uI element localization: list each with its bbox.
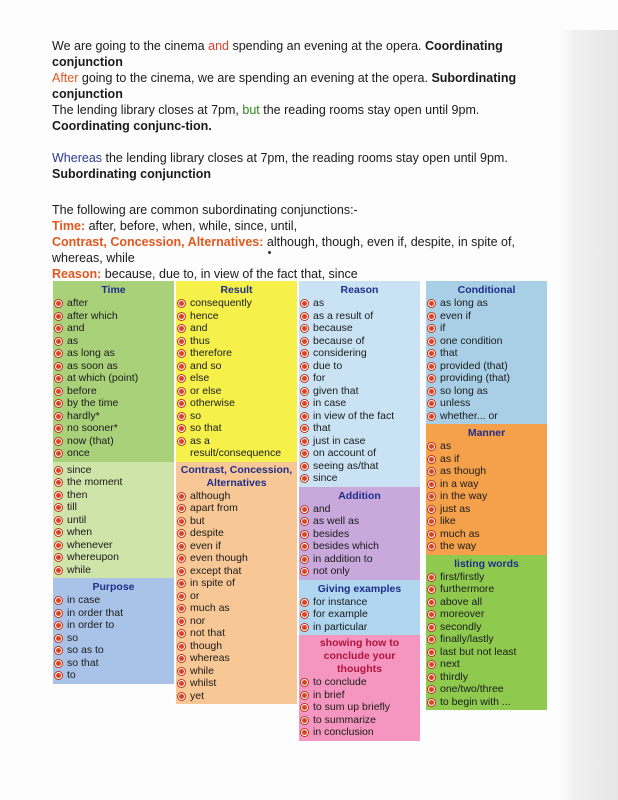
section-title: Time xyxy=(101,284,126,296)
list-item: as though xyxy=(426,465,547,478)
list-item: whereupon xyxy=(53,551,174,564)
text: The lending library closes at 7pm, xyxy=(52,103,243,117)
list-item: so xyxy=(53,632,174,645)
contrast-line xyxy=(52,234,552,266)
list-item: for instance xyxy=(299,596,420,609)
section-addition xyxy=(299,487,420,580)
section-title: Giving examples xyxy=(317,582,402,595)
section-giving-examples xyxy=(299,580,420,636)
list-item: the moment xyxy=(53,476,174,489)
list-item: to conclude xyxy=(299,676,420,689)
list-item: otherwise xyxy=(176,397,297,410)
list-item: on account of xyxy=(299,447,420,460)
list-item: in conclusion xyxy=(299,726,420,739)
list-item: as a result/consequence xyxy=(176,435,270,460)
list-item: after xyxy=(53,297,174,310)
list-item: next xyxy=(426,658,547,671)
list-item: and xyxy=(53,322,174,335)
list-item: for example xyxy=(299,608,420,621)
list-item: secondly xyxy=(426,621,547,634)
section-result xyxy=(176,281,297,462)
list-item: provided (that) xyxy=(426,360,547,373)
time-list: after, before, when, while, since, until, xyxy=(85,219,298,233)
section-title: Contrast, Concession, Alternatives xyxy=(180,463,293,489)
intro-line: The following are common subordinating conjunctions:- xyxy=(52,203,358,217)
list-item: as xyxy=(426,440,547,453)
list-item: not that xyxy=(176,627,297,640)
list-item: just in case xyxy=(299,435,420,448)
list-item: in brief xyxy=(299,689,420,702)
list-item: above all xyxy=(426,596,547,609)
column-4 xyxy=(426,281,547,710)
list-item: as xyxy=(299,297,420,310)
list-item: although xyxy=(176,490,297,503)
list-item: in case xyxy=(53,594,174,607)
contrast-label: Contrast, Concession, Alternatives: xyxy=(52,235,264,249)
list-item: and so xyxy=(176,360,297,373)
list-item: but xyxy=(176,515,297,528)
list-item: till xyxy=(53,501,174,514)
example-subordinating-2 xyxy=(52,150,552,182)
keyword-after: After xyxy=(52,71,79,85)
section-title: Addition xyxy=(338,489,381,502)
list-item: for xyxy=(299,372,420,385)
list-item: therefore xyxy=(176,347,297,360)
example-subordinating-1 xyxy=(52,70,552,102)
section-time xyxy=(53,281,174,462)
keyword-and: and xyxy=(208,39,229,53)
list-item: in addition to xyxy=(299,553,420,566)
list-item: when xyxy=(53,526,174,539)
list-item: to sum up briefly xyxy=(299,701,420,714)
section-title: showing how to conclude your thoughts xyxy=(319,637,400,675)
text: spending an evening at the opera. xyxy=(228,39,425,53)
list-item: because of xyxy=(299,335,420,348)
list-item: even though xyxy=(176,552,297,565)
list-item: after which xyxy=(53,310,174,323)
list-item: and xyxy=(299,503,420,516)
list-item: in view of the fact xyxy=(299,410,420,423)
label-subordinating: Subordinating conjunction xyxy=(52,167,212,181)
list-item: in case xyxy=(299,397,420,410)
list-item: since xyxy=(299,472,420,485)
section-title: Conditional xyxy=(457,284,516,296)
list-item: apart from xyxy=(176,502,297,515)
section-reason xyxy=(299,281,420,487)
keyword-whereas: Whereas xyxy=(52,151,103,165)
reason-label: Reason: xyxy=(52,267,102,281)
list-item: thus xyxy=(176,335,297,348)
list-item: before xyxy=(53,385,174,398)
list-item: hence xyxy=(176,310,297,323)
section-purpose xyxy=(53,578,174,684)
list-item: no sooner* xyxy=(53,422,174,435)
list-item: seeing as/that xyxy=(299,460,420,473)
list-item: considering xyxy=(299,347,420,360)
list-item: by the time xyxy=(53,397,174,410)
list-item: besides which xyxy=(299,540,420,553)
list-item: so that xyxy=(176,422,297,435)
list-item: in spite of xyxy=(176,577,297,590)
list-item: even if xyxy=(176,540,297,553)
text: the reading rooms stay open until 9pm. xyxy=(259,103,480,117)
list-item: while xyxy=(176,665,297,678)
section-showing-how-to-conclude-your-thoughts xyxy=(299,635,420,741)
list-item: since xyxy=(53,464,174,477)
section-continued xyxy=(53,462,174,579)
list-item: besides xyxy=(299,528,420,541)
list-item: to xyxy=(53,669,174,682)
list-item: and xyxy=(176,322,297,335)
list-item: just as xyxy=(426,503,547,516)
list-item: that xyxy=(299,422,420,435)
list-item: as xyxy=(53,335,174,348)
list-item: as long as xyxy=(53,347,174,360)
list-item: one condition xyxy=(426,335,547,348)
list-item: moreover xyxy=(426,608,547,621)
label-coordinating: Coordinating conjunc-tion. xyxy=(52,119,212,133)
section-title: Purpose xyxy=(92,581,135,593)
time-line xyxy=(52,218,552,234)
list-item: except that xyxy=(176,565,297,578)
list-item: as well as xyxy=(299,515,420,528)
list-item: if xyxy=(426,322,547,335)
section-title: Manner xyxy=(467,427,506,439)
prose-block xyxy=(52,38,552,282)
list-item: much as xyxy=(176,602,297,615)
list-item: so that xyxy=(53,657,174,670)
list-item: as long as xyxy=(426,297,547,310)
example-coordinating-2 xyxy=(52,102,552,134)
list-item: so long as xyxy=(426,385,547,398)
list-item: the way xyxy=(426,540,547,553)
reason-list: because, due to, in view of the fact that, since xyxy=(101,267,358,281)
list-item: in particular xyxy=(299,621,420,634)
list-item: much as xyxy=(426,528,547,541)
list-item: as a result of xyxy=(299,310,420,323)
list-item: yet xyxy=(176,690,297,703)
list-item: once xyxy=(53,447,174,460)
section-contrast-concession-alternatives xyxy=(176,462,297,705)
list-item: not only xyxy=(299,565,420,578)
section-title: Reason xyxy=(340,284,379,296)
section-title: Result xyxy=(220,284,253,296)
list-item: given that xyxy=(299,385,420,398)
list-item: to summarize xyxy=(299,714,420,727)
list-item: first/firstly xyxy=(426,571,547,584)
list-item: due to xyxy=(299,360,420,373)
list-item: in a way xyxy=(426,478,547,491)
list-item: that xyxy=(426,347,547,360)
list-item: or xyxy=(176,590,297,603)
list-item: hardly* xyxy=(53,410,174,423)
list-item: because xyxy=(299,322,420,335)
section-manner xyxy=(426,424,547,555)
scan-dot xyxy=(268,251,271,254)
section-conditional xyxy=(426,281,547,424)
column-3 xyxy=(299,281,420,741)
list-item: providing (that) xyxy=(426,372,547,385)
list-item: like xyxy=(426,515,547,528)
list-item: one/two/three xyxy=(426,683,547,696)
list-item: whether... or xyxy=(426,410,547,423)
list-item: despite xyxy=(176,527,297,540)
list-item: unless xyxy=(426,397,547,410)
keyword-but: but xyxy=(242,103,260,117)
list-item: at which (point) xyxy=(53,372,174,385)
list-item: until xyxy=(53,514,174,527)
label-coordinating: Coordinating conjunction xyxy=(52,39,503,69)
list-item: so xyxy=(176,410,297,423)
contrast-list: although, though, even if, despite, in spite of, whereas, while xyxy=(52,235,515,265)
page-edge-shadow xyxy=(558,30,618,800)
list-item: though xyxy=(176,640,297,653)
list-item: as if xyxy=(426,453,547,466)
label-subordinating: Subordinating conjunction xyxy=(52,71,517,101)
list-item: in order that xyxy=(53,607,174,620)
section-title: listing words xyxy=(454,557,519,570)
list-item: whenever xyxy=(53,539,174,552)
time-label: Time: xyxy=(52,219,86,233)
list-item: even if xyxy=(426,310,547,323)
column-1 xyxy=(53,281,174,684)
list-item: furthermore xyxy=(426,583,547,596)
list-item: else xyxy=(176,372,297,385)
list-item: to begin with ... xyxy=(426,696,547,709)
text: the lending library closes at 7pm, the reading rooms stay open until 9pm. xyxy=(102,151,508,165)
list-item: so as to xyxy=(53,644,174,657)
list-item: thirdly xyxy=(426,671,547,684)
list-item: consequently xyxy=(176,297,297,310)
reason-line xyxy=(52,266,552,282)
list-item: in order to xyxy=(53,619,174,632)
list-item: while xyxy=(53,564,174,577)
section-listing-words xyxy=(426,555,547,711)
list-item: or else xyxy=(176,385,297,398)
list-item: nor xyxy=(176,615,297,628)
list-item: then xyxy=(53,489,174,502)
text: We are going to the cinema xyxy=(52,39,209,53)
text: going to the cinema, we are spending an evening at the opera. xyxy=(78,71,432,85)
list-item: last but not least xyxy=(426,646,547,659)
column-2 xyxy=(176,281,297,704)
list-item: as soon as xyxy=(53,360,174,373)
list-item: whilst xyxy=(176,677,297,690)
list-item: whereas xyxy=(176,652,297,665)
example-coordinating-1 xyxy=(52,38,552,70)
list-item: finally/lastly xyxy=(426,633,547,646)
list-item: now (that) xyxy=(53,435,174,448)
list-item: in the way xyxy=(426,490,547,503)
